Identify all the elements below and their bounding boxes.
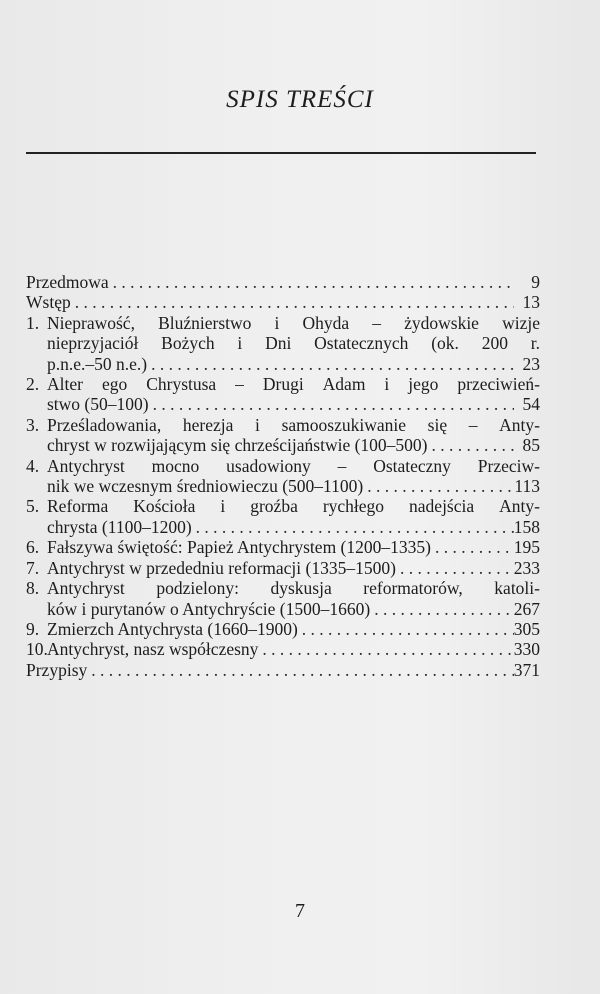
word: Kościoła [133, 496, 196, 517]
word: reformatorów, [363, 578, 463, 599]
chapter-title-line: Zmierzch Antychrysta (1660–1900) [47, 618, 298, 639]
toc-entry-chapter [26, 639, 540, 659]
toc-page-number: 158 [513, 516, 540, 537]
word: Bluźnierstwo [158, 312, 252, 333]
word: Ohyda [302, 312, 350, 333]
toc-entry-title: Przedmowa [26, 272, 109, 292]
toc-line [47, 578, 540, 598]
word: Antychryst [47, 578, 125, 599]
chapter-title-line: chryst w rozwijającym się chrześcijaństwie (100–500) [47, 435, 428, 456]
chapter-title-line: p.n.e.–50 n.e.) [47, 353, 148, 374]
toc-entry-front [26, 292, 540, 312]
word: Adam [322, 374, 366, 395]
word: dyskusja [270, 578, 332, 599]
word: przeciwień- [457, 374, 540, 395]
word: – [337, 455, 347, 476]
toc-entry-chapter [26, 578, 540, 619]
chapter-number: 3. [26, 414, 40, 435]
toc-line [47, 374, 540, 394]
toc-entry-chapter [26, 456, 540, 497]
toc-entry-body [47, 537, 540, 557]
toc-entry-body [26, 292, 540, 312]
dot-leader [192, 517, 514, 537]
chapter-title-line: nik we wczesnym średniowieczu (500–1100) [47, 476, 364, 497]
chapter-title-line [47, 496, 540, 516]
word: groźba [250, 496, 298, 517]
chapter-title-line: Fałszywa świętość: Papież Antychrystem (1200–1335) [47, 537, 431, 558]
chapter-number: 4. [26, 455, 40, 476]
chapter-title-line [47, 578, 540, 598]
toc-entry-chapter [26, 619, 540, 639]
toc-entry-body [47, 639, 540, 659]
word: Drugi [262, 374, 304, 395]
word: usadowiony [226, 455, 311, 476]
chapter-title-line: ków i purytanów o Antychryście (1500–1660) [47, 598, 371, 619]
word: samooszukiwanie [281, 414, 406, 435]
page-number: 7 [295, 900, 305, 922]
toc-line [47, 496, 540, 516]
toc-entry-chapter [26, 415, 540, 456]
word: i [255, 414, 260, 435]
toc-page-number: 267 [513, 598, 540, 619]
chapter-title-line: Antychryst, nasz współczesny [47, 639, 259, 660]
word: Bożych [161, 333, 215, 354]
word: rychłego [322, 496, 385, 517]
word: Nieprawość, [47, 312, 135, 333]
chapter-title-line: stwo (50–100) [47, 394, 149, 415]
toc-line [47, 619, 540, 639]
dot-leader [363, 476, 514, 496]
toc-entry-body [47, 496, 540, 537]
word: żydowskie [404, 312, 479, 333]
toc-line [47, 333, 540, 353]
toc-entry-chapter [26, 537, 540, 557]
toc-entry-front [26, 272, 540, 292]
toc-line [26, 292, 540, 312]
chapter-title-line [47, 415, 540, 435]
chapter-number: 2. [26, 374, 40, 395]
word: Anty- [499, 496, 540, 517]
word: r. [530, 333, 540, 354]
toc-line [47, 558, 540, 578]
chapter-title-line [47, 456, 540, 476]
toc-entry-body [47, 558, 540, 578]
word: ego [101, 374, 128, 395]
word: nieprzyjaciół [47, 333, 139, 354]
toc-page-number: 54 [522, 394, 540, 415]
toc-entry-body [47, 374, 540, 415]
toc-entry-title: Przypisy [26, 659, 88, 680]
dot-leader [370, 599, 514, 619]
toc-entry-body [47, 578, 540, 619]
toc-page-number: 305 [513, 618, 540, 639]
word: Prześladowania, [47, 414, 162, 435]
toc-entry-body [47, 415, 540, 456]
dot-leader [258, 639, 513, 659]
toc-line [47, 599, 540, 619]
word: – [372, 312, 381, 333]
table-of-contents [26, 272, 540, 680]
dot-leader [298, 619, 514, 639]
toc-entry-body [26, 272, 540, 292]
word: i [274, 312, 280, 333]
word: Dni [265, 333, 292, 354]
word: – [468, 414, 478, 435]
word: Alter [47, 374, 83, 395]
toc-line [47, 354, 540, 374]
word: podzielony: [156, 578, 239, 599]
word: mocno [151, 455, 200, 476]
word: jego [408, 374, 439, 395]
word: Przeciw- [477, 455, 540, 476]
word: Ostateczny [373, 455, 451, 476]
dot-leader [87, 660, 514, 680]
toc-page-number: 9 [531, 272, 540, 292]
toc-entry-chapter [26, 374, 540, 415]
chapter-number: 6. [26, 537, 40, 558]
word: Reforma [47, 496, 109, 517]
word: i [237, 333, 243, 354]
word: Chrystusa [146, 374, 217, 395]
toc-line [47, 537, 540, 557]
toc-line [47, 415, 540, 435]
toc-page-number: 195 [513, 537, 540, 558]
dot-leader [428, 435, 515, 455]
toc-entry-body [47, 456, 540, 497]
toc-page-number: 85 [522, 435, 540, 456]
toc-page-number: 13 [522, 292, 540, 313]
word: – [235, 374, 244, 395]
toc-line [47, 456, 540, 476]
chapter-title-line [47, 333, 540, 353]
toc-entry-body [47, 313, 540, 374]
dot-leader [431, 537, 514, 557]
dot-leader [71, 292, 514, 312]
toc-line [26, 660, 540, 680]
word: się [427, 414, 448, 435]
chapter-number: 7. [26, 557, 40, 578]
toc-line [47, 313, 540, 333]
dot-leader [147, 354, 514, 374]
word: herezja [182, 414, 234, 435]
chapter-number: 9. [26, 618, 40, 639]
chapter-number: 10. [26, 639, 48, 660]
word: (ok. [431, 333, 459, 354]
toc-line [26, 272, 540, 292]
chapter-title-line [47, 313, 540, 333]
toc-page-number: 113 [514, 476, 540, 497]
word: katoli- [494, 578, 540, 599]
chapter-title-line: chrysta (1100–1200) [47, 516, 192, 537]
word: Antychryst [47, 455, 125, 476]
chapter-number: 5. [26, 496, 40, 517]
toc-page-number: 233 [513, 557, 540, 578]
toc-entry-chapter [26, 496, 540, 537]
toc-line [47, 517, 540, 537]
chapter-title-line [47, 374, 540, 394]
chapter-title-line: Antychryst w przededniu reformacji (1335–1500) [47, 557, 396, 578]
word: i [384, 374, 390, 395]
toc-entry-body [26, 660, 540, 680]
toc-line [47, 476, 540, 496]
toc-line [47, 435, 540, 455]
page-title: SPIS TREŚCI [226, 86, 374, 113]
word: 200 [481, 333, 508, 354]
toc-line [47, 394, 540, 414]
dot-leader [396, 558, 514, 578]
dot-leader [149, 394, 514, 414]
chapter-number: 1. [26, 312, 40, 333]
toc-entry-chapter [26, 558, 540, 578]
toc-page-number: 23 [522, 353, 540, 374]
word: Anty- [499, 414, 540, 435]
word: Ostatecznych [314, 333, 409, 354]
toc-line [47, 639, 540, 659]
toc-entry-title: Wstęp [26, 292, 71, 313]
chapter-number: 8. [26, 578, 40, 599]
word: i [220, 496, 226, 517]
toc-page-number: 371 [513, 659, 540, 680]
toc-entry-body [47, 619, 540, 639]
title-rule [26, 152, 536, 154]
word: nadejścia [409, 496, 475, 517]
toc-entry-back [26, 660, 540, 680]
word: wizje [502, 312, 540, 333]
dot-leader [109, 272, 514, 292]
toc-page-number: 330 [513, 639, 540, 660]
toc-entry-chapter [26, 313, 540, 374]
